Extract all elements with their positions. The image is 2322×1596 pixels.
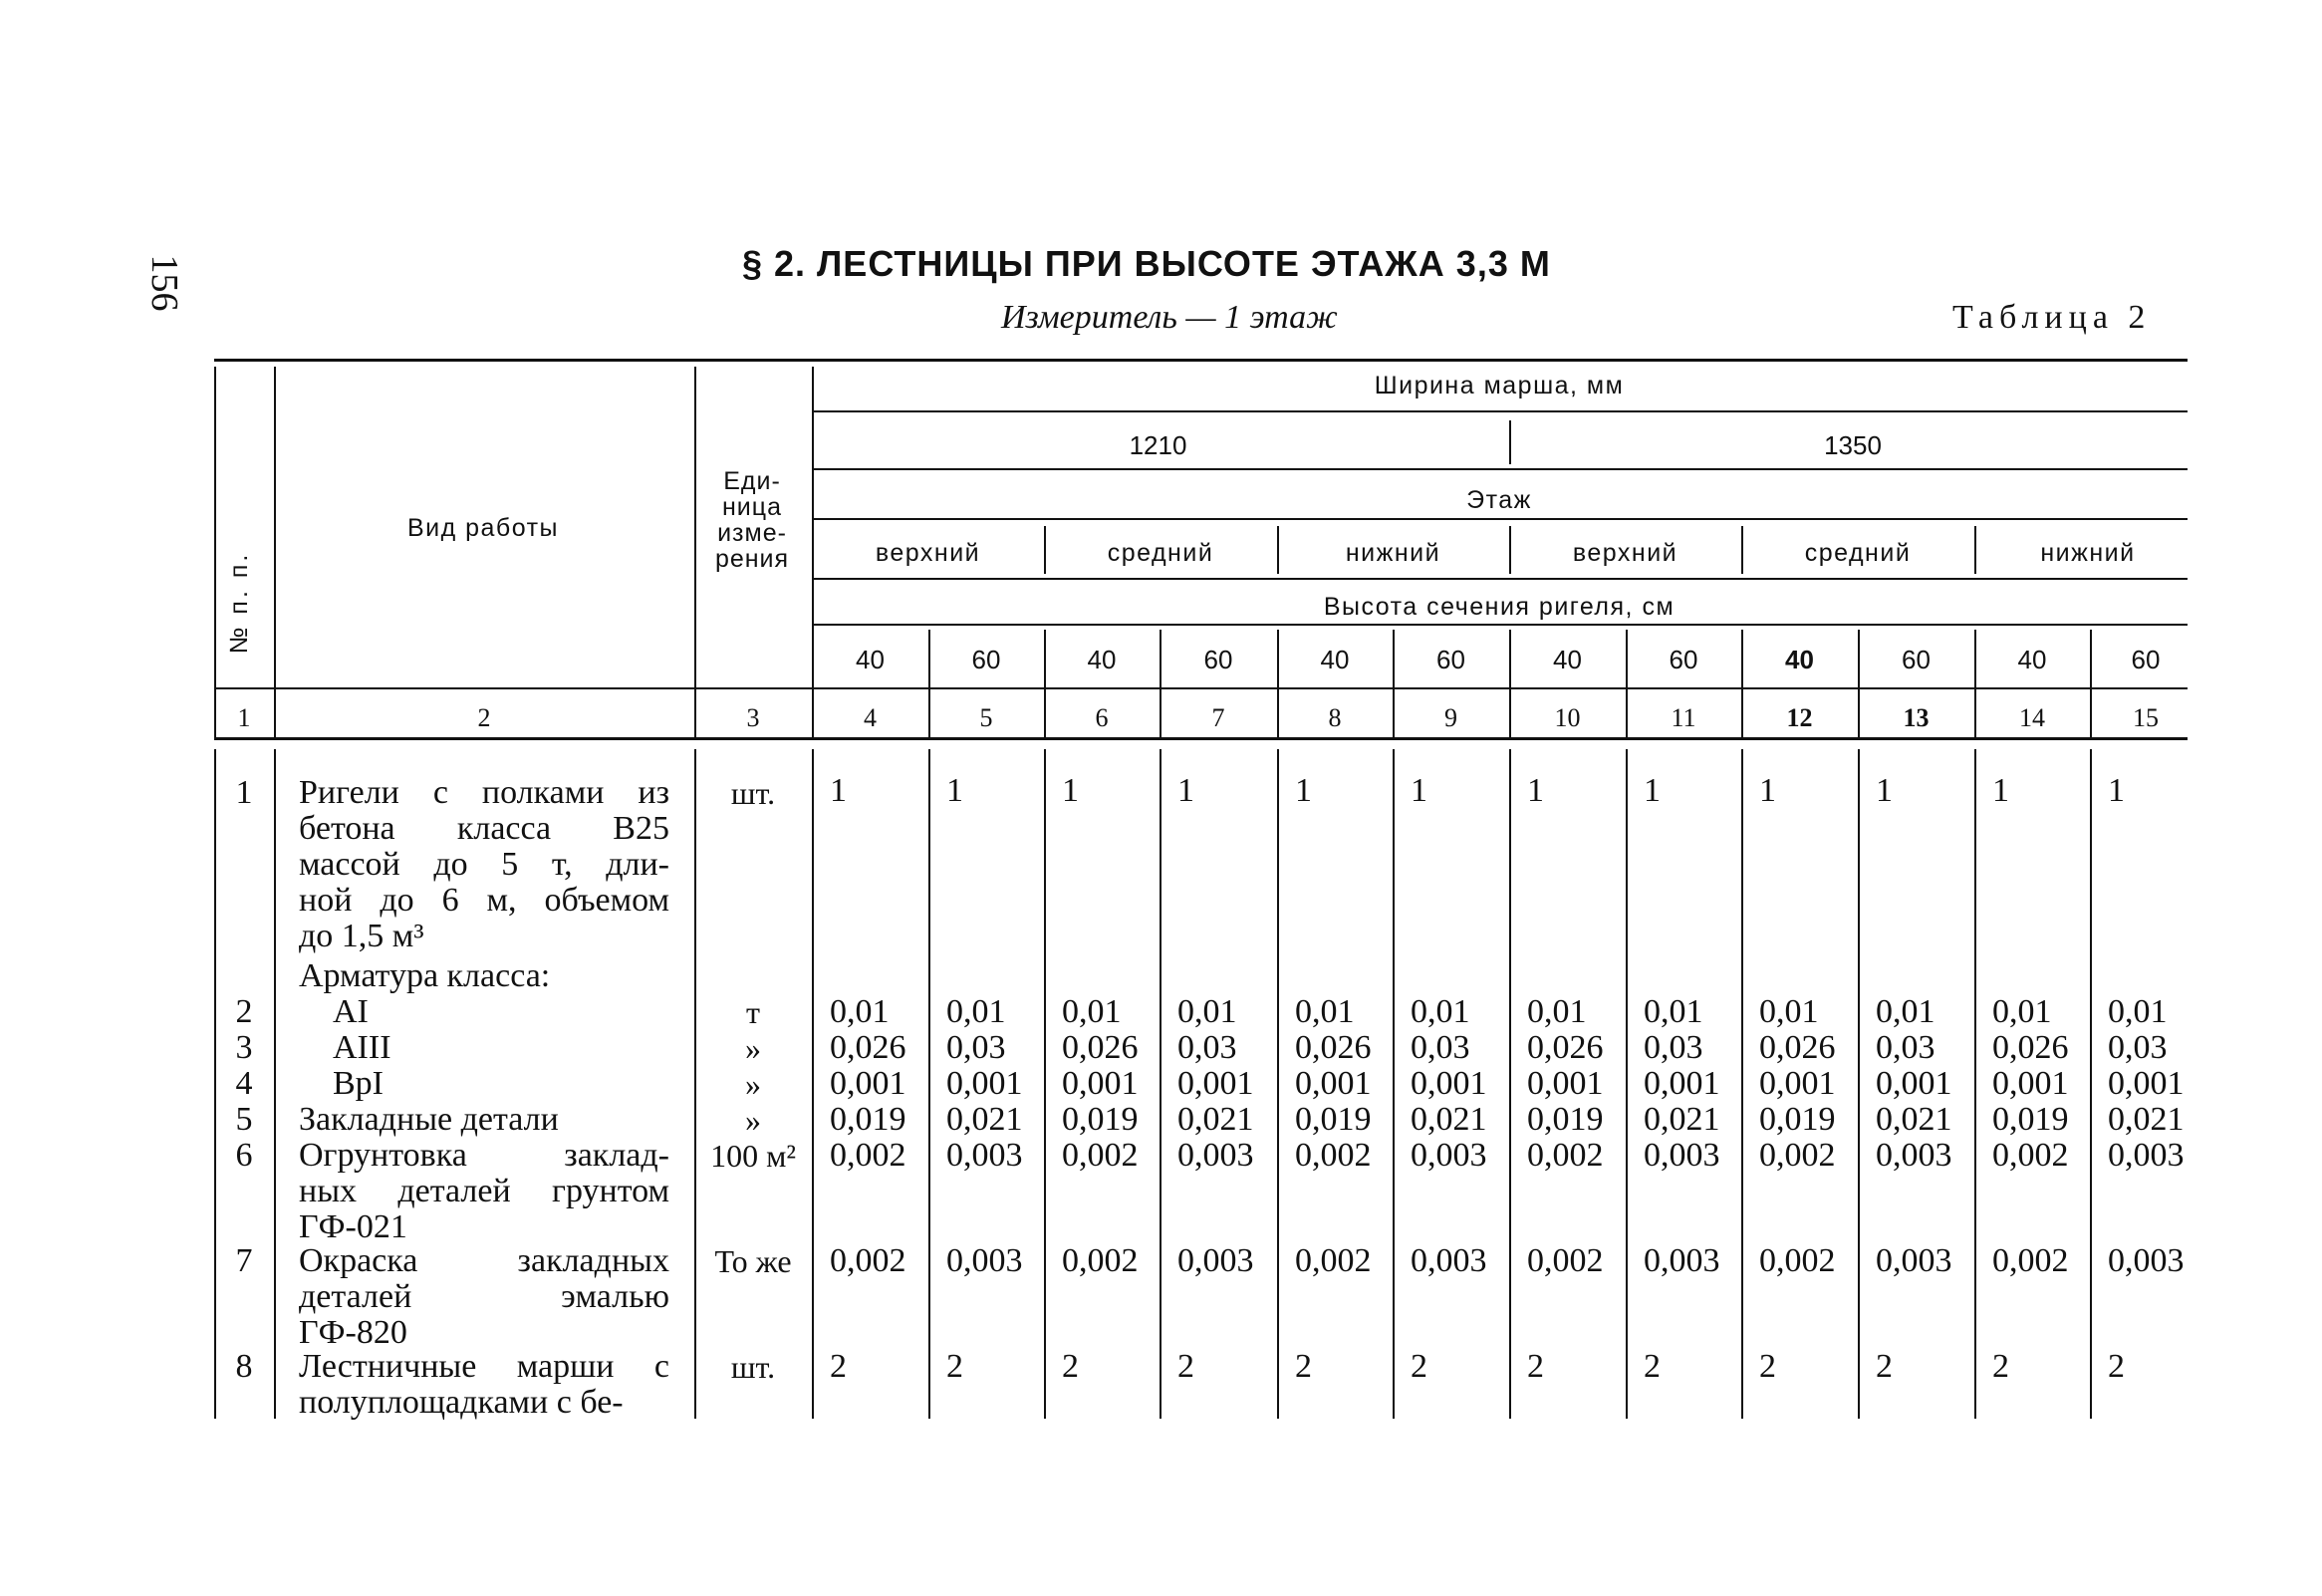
work-description-line: до 1,5 м³ <box>299 918 424 954</box>
value-cell: 0,001 <box>1876 1065 1952 1102</box>
work-description-line: AIII <box>333 1029 391 1066</box>
beam-height-value: 60 <box>971 645 1001 674</box>
unit-of-measure: » <box>745 1066 761 1102</box>
vertical-rule <box>928 749 930 1419</box>
value-cell: 0,003 <box>1876 1137 1952 1174</box>
vertical-rule <box>274 367 276 737</box>
column-number: 2 <box>477 703 491 732</box>
vertical-rule <box>1044 630 1046 737</box>
value-cell: 0,021 <box>1644 1101 1720 1138</box>
beam-height-value: 60 <box>1669 645 1698 674</box>
vertical-rule <box>1277 526 1279 574</box>
work-description <box>299 958 669 994</box>
value-cell: 2 <box>1411 1348 1427 1385</box>
value-cell: 2 <box>830 1348 847 1385</box>
vertical-rule <box>2090 630 2092 737</box>
value-cell: 2 <box>1644 1348 1661 1385</box>
value-cell: 0,03 <box>946 1029 1006 1066</box>
work-description <box>299 1102 669 1138</box>
vertical-rule <box>1974 526 1976 574</box>
work-description-line: Арматура класса: <box>299 957 551 994</box>
value-cell: 1 <box>1411 772 1427 809</box>
work-description-line: массой до 5 т, дли- <box>299 846 669 883</box>
horizontal-rule <box>812 624 2188 626</box>
horizontal-rule <box>812 518 2188 520</box>
value-cell: 2 <box>1177 1348 1194 1385</box>
column-number: 10 <box>1554 703 1581 732</box>
vertical-rule <box>1509 630 1511 737</box>
vertical-rule <box>1974 749 1976 1419</box>
work-description-line: деталей эмалью <box>299 1278 669 1315</box>
value-cell: 1 <box>1295 772 1312 809</box>
work-description-line: ных деталей грунтом <box>299 1173 669 1209</box>
value-cell: 2 <box>1876 1348 1893 1385</box>
row-number: 1 <box>235 774 253 811</box>
work-description-line: BpI <box>333 1065 384 1102</box>
value-cell: 0,003 <box>1876 1242 1952 1279</box>
value-cell: 0,002 <box>1527 1137 1604 1174</box>
work-description-line: Окраска закладных <box>299 1242 669 1279</box>
header-floor: Этаж <box>1466 486 1532 514</box>
horizontal-rule <box>214 687 2188 689</box>
table-label: Таблица 2 <box>1952 299 2152 336</box>
column-number: 14 <box>2019 703 2045 732</box>
horizontal-rule <box>812 468 2188 470</box>
work-description-line: Ригели с полками из <box>299 774 669 811</box>
column-number: 8 <box>1328 703 1342 732</box>
value-cell: 0,019 <box>830 1101 906 1138</box>
vertical-rule <box>1277 630 1279 737</box>
value-cell: 0,003 <box>1177 1137 1254 1174</box>
column-number: 13 <box>1903 703 1930 732</box>
row-number: 5 <box>235 1101 253 1138</box>
value-cell: 0,019 <box>1062 1101 1139 1138</box>
value-cell: 1 <box>946 772 963 809</box>
vertical-rule <box>928 630 930 737</box>
column-number: 6 <box>1095 703 1109 732</box>
column-number: 5 <box>979 703 993 732</box>
value-cell: 0,026 <box>1992 1029 2069 1066</box>
vertical-rule <box>1509 420 1511 464</box>
value-cell: 0,01 <box>1644 993 1703 1030</box>
value-cell: 0,003 <box>1411 1137 1487 1174</box>
header-unit-line: Еди- <box>723 467 781 495</box>
column-number: 3 <box>746 703 760 732</box>
vertical-rule <box>1858 630 1860 737</box>
value-cell: 0,003 <box>2108 1242 2185 1279</box>
beam-height-value: 40 <box>856 645 885 674</box>
work-description <box>299 1138 669 1245</box>
vertical-rule <box>694 367 696 737</box>
value-cell: 0,01 <box>1992 993 2052 1030</box>
vertical-rule <box>1044 749 1046 1419</box>
value-cell: 0,001 <box>946 1065 1023 1102</box>
work-description-line: AI <box>333 993 369 1030</box>
value-cell: 0,019 <box>1759 1101 1836 1138</box>
value-cell: 2 <box>1062 1348 1079 1385</box>
value-cell: 0,026 <box>1295 1029 1372 1066</box>
value-cell: 2 <box>1992 1348 2009 1385</box>
value-cell: 0,003 <box>946 1137 1023 1174</box>
value-cell: 0,001 <box>2108 1065 2185 1102</box>
value-cell: 1 <box>1177 772 1194 809</box>
value-cell: 0,002 <box>1759 1242 1836 1279</box>
column-number: 15 <box>2133 703 2159 732</box>
value-cell: 0,021 <box>946 1101 1023 1138</box>
value-cell: 0,03 <box>1644 1029 1703 1066</box>
vertical-rule <box>1741 630 1743 737</box>
header-beam-height: Высота сечения ригеля, см <box>1323 593 1676 621</box>
work-description-line: полуплощадками с бе- <box>299 1384 624 1421</box>
value-cell: 0,002 <box>1527 1242 1604 1279</box>
vertical-rule <box>2090 749 2092 1419</box>
value-cell: 0,002 <box>1992 1137 2069 1174</box>
value-cell: 0,001 <box>1992 1065 2069 1102</box>
vertical-rule <box>1393 749 1395 1419</box>
column-number: 1 <box>237 703 251 732</box>
value-cell: 0,019 <box>1527 1101 1604 1138</box>
value-cell: 0,019 <box>1992 1101 2069 1138</box>
value-cell: 1 <box>1992 772 2009 809</box>
work-description-line: Закладные детали <box>299 1101 559 1138</box>
value-cell: 0,002 <box>830 1242 906 1279</box>
vertical-rule <box>1741 749 1743 1419</box>
value-cell: 1 <box>1644 772 1661 809</box>
value-cell: 0,01 <box>2108 993 2168 1030</box>
work-description-line: ГФ-820 <box>299 1314 407 1351</box>
value-cell: 0,01 <box>1527 993 1587 1030</box>
vertical-rule <box>694 749 696 1419</box>
value-cell: 0,01 <box>946 993 1006 1030</box>
vertical-rule <box>1626 749 1628 1419</box>
value-cell: 0,001 <box>1527 1065 1604 1102</box>
beam-height-value: 60 <box>2131 645 2161 674</box>
column-number: 4 <box>864 703 877 732</box>
unit-of-measure: То же <box>714 1243 792 1279</box>
horizontal-rule <box>214 737 2188 740</box>
value-cell: 0,003 <box>1411 1242 1487 1279</box>
value-cell: 2 <box>1527 1348 1544 1385</box>
value-cell: 0,001 <box>1644 1065 1720 1102</box>
value-cell: 0,003 <box>1644 1137 1720 1174</box>
unit-of-measure: т <box>746 994 760 1030</box>
work-description <box>333 1030 669 1066</box>
value-cell: 0,019 <box>1295 1101 1372 1138</box>
vertical-rule <box>1741 526 1743 574</box>
value-cell: 2 <box>946 1348 963 1385</box>
value-cell: 0,026 <box>1759 1029 1836 1066</box>
value-cell: 0,01 <box>1759 993 1819 1030</box>
work-description-line: Огрунтовка заклад- <box>299 1137 669 1174</box>
horizontal-rule <box>812 410 2188 412</box>
measure-unit-caption: Измеритель — 1 этаж <box>1001 299 1338 336</box>
value-cell: 0,03 <box>1177 1029 1237 1066</box>
row-number: 2 <box>235 993 253 1030</box>
value-cell: 2 <box>2108 1348 2125 1385</box>
section-title: § 2. ЛЕСТНИЦЫ ПРИ ВЫСОТЕ ЭТАЖА 3,3 М <box>742 243 1551 284</box>
value-cell: 0,026 <box>1527 1029 1604 1066</box>
row-number: 3 <box>235 1029 253 1066</box>
unit-of-measure: шт. <box>730 1349 776 1385</box>
floor-label: нижний <box>1345 539 1441 567</box>
vertical-rule <box>1160 630 1161 737</box>
beam-height-value: 40 <box>1785 645 1814 674</box>
row-number: 8 <box>235 1348 253 1385</box>
column-number: 12 <box>1786 703 1813 732</box>
unit-of-measure: шт. <box>730 775 776 811</box>
row-number: 4 <box>235 1065 253 1102</box>
value-cell: 0,001 <box>830 1065 906 1102</box>
header-unit-line: изме- <box>717 519 787 547</box>
work-description-line: ГФ-021 <box>299 1208 407 1245</box>
value-cell: 0,003 <box>1644 1242 1720 1279</box>
value-cell: 0,03 <box>1876 1029 1935 1066</box>
beam-height-value: 40 <box>1087 645 1117 674</box>
value-cell: 1 <box>1062 772 1079 809</box>
vertical-rule <box>1160 749 1161 1419</box>
vertical-rule <box>1974 630 1976 737</box>
value-cell: 0,002 <box>1295 1137 1372 1174</box>
vertical-rule <box>214 749 216 1419</box>
work-description-line: бетона класса В25 <box>299 810 669 847</box>
value-cell: 0,001 <box>1759 1065 1836 1102</box>
floor-label: нижний <box>2040 539 2136 567</box>
header-width-1350: 1350 <box>1824 430 1882 460</box>
value-cell: 0,001 <box>1062 1065 1139 1102</box>
vertical-rule <box>1044 526 1046 574</box>
header-unit-line: рения <box>714 545 790 573</box>
value-cell: 0,001 <box>1295 1065 1372 1102</box>
value-cell: 0,01 <box>1177 993 1237 1030</box>
value-cell: 0,01 <box>830 993 890 1030</box>
vertical-rule <box>1626 630 1628 737</box>
page-number: 156 <box>143 254 185 312</box>
unit-of-measure: 100 м² <box>710 1138 796 1174</box>
horizontal-rule <box>214 359 2188 362</box>
value-cell: 0,01 <box>1411 993 1470 1030</box>
work-description <box>333 994 669 1030</box>
vertical-rule <box>812 367 814 737</box>
header-num: № п. п. <box>225 551 253 655</box>
vertical-rule <box>812 749 814 1419</box>
vertical-rule <box>1277 749 1279 1419</box>
row-number: 6 <box>235 1137 253 1174</box>
header-unit-line: ница <box>722 493 782 521</box>
value-cell: 0,03 <box>2108 1029 2168 1066</box>
value-cell: 1 <box>1527 772 1544 809</box>
value-cell: 0,01 <box>1876 993 1935 1030</box>
column-number: 9 <box>1444 703 1457 732</box>
value-cell: 2 <box>1759 1348 1776 1385</box>
value-cell: 0,001 <box>1411 1065 1487 1102</box>
value-cell: 0,021 <box>1411 1101 1487 1138</box>
value-cell: 0,002 <box>1295 1242 1372 1279</box>
value-cell: 0,002 <box>1062 1242 1139 1279</box>
work-description-line: ной до 6 м, объемом <box>299 882 669 919</box>
value-cell: 0,03 <box>1411 1029 1470 1066</box>
value-cell: 2 <box>1295 1348 1312 1385</box>
header-work-type: Вид работы <box>406 514 560 542</box>
value-cell: 0,01 <box>1295 993 1355 1030</box>
vertical-rule <box>1393 630 1395 737</box>
vertical-rule <box>1858 749 1860 1419</box>
value-cell: 0,003 <box>946 1242 1023 1279</box>
value-cell: 1 <box>2108 772 2125 809</box>
value-cell: 0,021 <box>1177 1101 1254 1138</box>
work-description <box>299 1349 669 1421</box>
floor-label: верхний <box>875 539 981 567</box>
beam-height-value: 60 <box>1203 645 1233 674</box>
value-cell: 0,002 <box>830 1137 906 1174</box>
work-description <box>333 1066 669 1102</box>
value-cell: 1 <box>1759 772 1776 809</box>
beam-height-value: 40 <box>1320 645 1350 674</box>
header-march-width: Ширина марша, мм <box>1374 372 1625 399</box>
beam-height-value: 40 <box>2017 645 2047 674</box>
floor-label: средний <box>1804 539 1912 567</box>
floor-label: верхний <box>1572 539 1678 567</box>
vertical-rule <box>274 749 276 1419</box>
unit-of-measure: » <box>745 1102 761 1138</box>
work-description <box>299 775 669 954</box>
value-cell: 0,002 <box>1062 1137 1139 1174</box>
work-description-line: Лестничные марши с <box>299 1348 669 1385</box>
value-cell: 0,021 <box>2108 1101 2185 1138</box>
beam-height-value: 40 <box>1553 645 1582 674</box>
header-width-1210: 1210 <box>1129 430 1187 460</box>
row-number: 7 <box>235 1242 253 1279</box>
value-cell: 0,002 <box>1992 1242 2069 1279</box>
header-unit <box>697 468 807 578</box>
work-description <box>299 1243 669 1351</box>
column-number: 7 <box>1211 703 1225 732</box>
horizontal-rule <box>812 578 2188 580</box>
beam-height-value: 60 <box>1436 645 1465 674</box>
value-cell: 0,021 <box>1876 1101 1952 1138</box>
value-cell: 0,003 <box>1177 1242 1254 1279</box>
value-cell: 0,01 <box>1062 993 1122 1030</box>
value-cell: 1 <box>1876 772 1893 809</box>
vertical-rule <box>1509 526 1511 574</box>
column-number: 11 <box>1671 703 1696 732</box>
value-cell: 0,026 <box>830 1029 906 1066</box>
floor-label: средний <box>1107 539 1214 567</box>
value-cell: 1 <box>830 772 847 809</box>
value-cell: 0,003 <box>2108 1137 2185 1174</box>
vertical-rule <box>214 367 216 737</box>
value-cell: 0,026 <box>1062 1029 1139 1066</box>
vertical-rule <box>1509 749 1511 1419</box>
value-cell: 0,002 <box>1759 1137 1836 1174</box>
beam-height-value: 60 <box>1902 645 1931 674</box>
unit-of-measure: » <box>745 1030 761 1066</box>
value-cell: 0,001 <box>1177 1065 1254 1102</box>
